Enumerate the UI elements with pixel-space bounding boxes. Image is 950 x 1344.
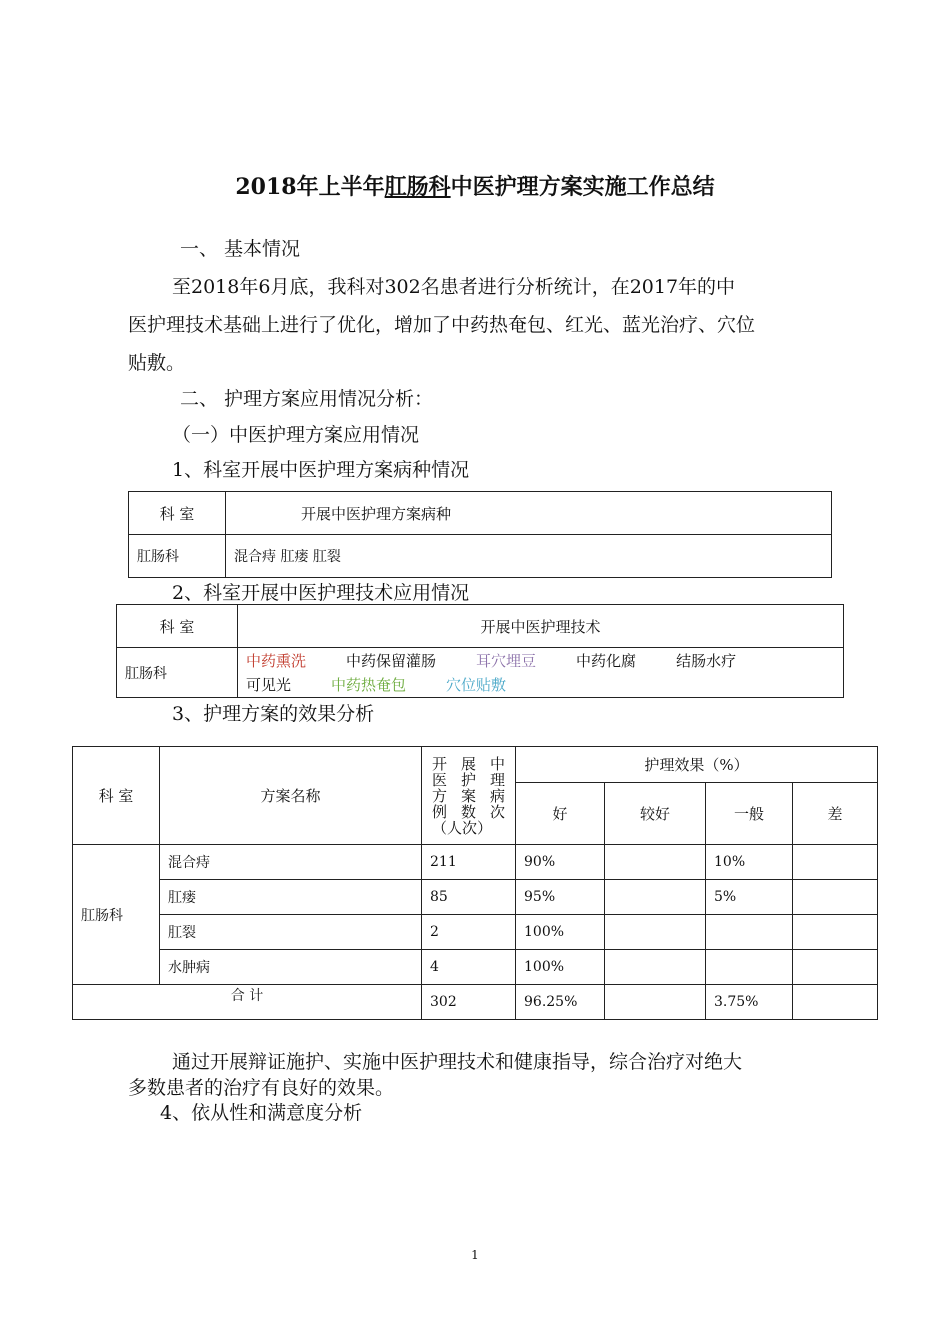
technique-table-head-content: 开展中医护理技术 — [238, 605, 844, 648]
technique-table — [116, 604, 844, 698]
row-count: 85 — [422, 880, 516, 915]
effect-table-head-dept: 科 室 — [73, 747, 160, 845]
row-name: 混合痔 — [160, 845, 422, 880]
section2-item1: 1、科室开展中医护理方案病种情况 — [172, 459, 470, 481]
effect-col-average: 一般 — [706, 783, 793, 845]
row-name: 肛瘘 — [160, 880, 422, 915]
total-average: 3.75% — [706, 985, 793, 1020]
technique-item: 中药保留灌肠 — [346, 651, 437, 670]
row-good: 90% — [516, 845, 605, 880]
technique-table-head-dept: 科 室 — [117, 605, 238, 648]
page-title — [0, 170, 950, 201]
effect-col-good: 好 — [516, 783, 605, 845]
technique-item: 中药熏洗 — [246, 651, 307, 670]
effect-table-head-effect: 护理效果（%） — [516, 747, 878, 783]
effect-table-dept: 肛肠科 — [73, 845, 160, 985]
technique-item: 耳穴埋豆 — [476, 651, 537, 670]
row-average: 10% — [706, 845, 793, 880]
section2-sub1: （一）中医护理方案应用情况 — [172, 424, 420, 446]
technique-item: 可见光 — [246, 675, 292, 694]
section1-para-line3: 贴敷。 — [128, 352, 186, 374]
total-fair — [605, 985, 706, 1020]
table-total-row — [73, 985, 878, 1020]
disease-table-head-content: 开展中医护理方案病种 — [226, 492, 832, 535]
effect-table-head-name: 方案名称 — [160, 747, 422, 845]
row-name: 水肿病 — [160, 950, 422, 985]
title-suffix: 中医护理方案实施工作总结 — [450, 174, 715, 200]
disease-table-head-dept: 科 室 — [129, 492, 226, 535]
row-count: 211 — [422, 845, 516, 880]
row-average — [706, 915, 793, 950]
technique-row-2 — [246, 673, 835, 697]
section2-item3: 3、护理方案的效果分析 — [172, 703, 375, 725]
table-row — [73, 915, 878, 950]
total-label: 合 计 — [73, 985, 422, 1020]
conclusion-line1: 通过开展辩证施护、实施中医护理技术和健康指导，综合治疗对绝大 — [172, 1051, 743, 1073]
section1-heading: 一、 基本情况 — [180, 238, 301, 260]
row-fair — [605, 950, 706, 985]
row-name: 肛裂 — [160, 915, 422, 950]
row-average — [706, 950, 793, 985]
technique-row-1 — [246, 649, 835, 673]
total-count: 302 — [422, 985, 516, 1020]
technique-item: 穴位贴敷 — [446, 675, 507, 694]
effect-table-head-count: 开 展 中 医 护 理 方 案 病 例 数 次 （人次） — [422, 747, 516, 845]
section2-item2: 2、科室开展中医护理技术应用情况 — [172, 582, 470, 604]
technique-table-list — [238, 648, 844, 698]
technique-item: 结肠水疗 — [676, 651, 737, 670]
conclusion-line2: 多数患者的治疗有良好的效果。 — [128, 1077, 395, 1099]
table-row — [73, 880, 878, 915]
table-row — [73, 845, 878, 880]
technique-table-dept: 肛肠科 — [117, 648, 238, 698]
row-good: 100% — [516, 950, 605, 985]
row-good: 100% — [516, 915, 605, 950]
section2-heading: 二、 护理方案应用情况分析： — [180, 388, 434, 410]
effect-col-poor: 差 — [793, 783, 878, 845]
total-good: 96.25% — [516, 985, 605, 1020]
title-dept: 肛肠科 — [384, 174, 451, 200]
row-poor — [793, 845, 878, 880]
row-average: 5% — [706, 880, 793, 915]
disease-table-diseases: 混合痔 肛瘘 肛裂 — [226, 535, 832, 578]
technique-item: 中药化腐 — [576, 651, 637, 670]
technique-item: 中药热奄包 — [331, 675, 407, 694]
effect-table — [72, 746, 878, 1020]
row-good: 95% — [516, 880, 605, 915]
row-poor — [793, 915, 878, 950]
row-fair — [605, 915, 706, 950]
section1-para-line2: 医护理技术基础上进行了优化，增加了中药热奄包、红光、蓝光治疗、穴位 — [128, 314, 756, 336]
table-row — [73, 950, 878, 985]
section1-para-line1: 至2018年6月底，我科对302名患者进行分析统计，在2017年的中 — [172, 276, 736, 298]
section2-item4: 4、依从性和满意度分析 — [160, 1102, 363, 1124]
row-count: 4 — [422, 950, 516, 985]
title-prefix: 2018年上半年 — [235, 174, 385, 200]
disease-table — [128, 491, 832, 578]
page-number: 1 — [471, 1248, 479, 1262]
row-poor — [793, 950, 878, 985]
row-fair — [605, 880, 706, 915]
disease-table-dept: 肛肠科 — [129, 535, 226, 578]
total-poor — [793, 985, 878, 1020]
effect-col-fair: 较好 — [605, 783, 706, 845]
row-fair — [605, 845, 706, 880]
row-poor — [793, 880, 878, 915]
row-count: 2 — [422, 915, 516, 950]
